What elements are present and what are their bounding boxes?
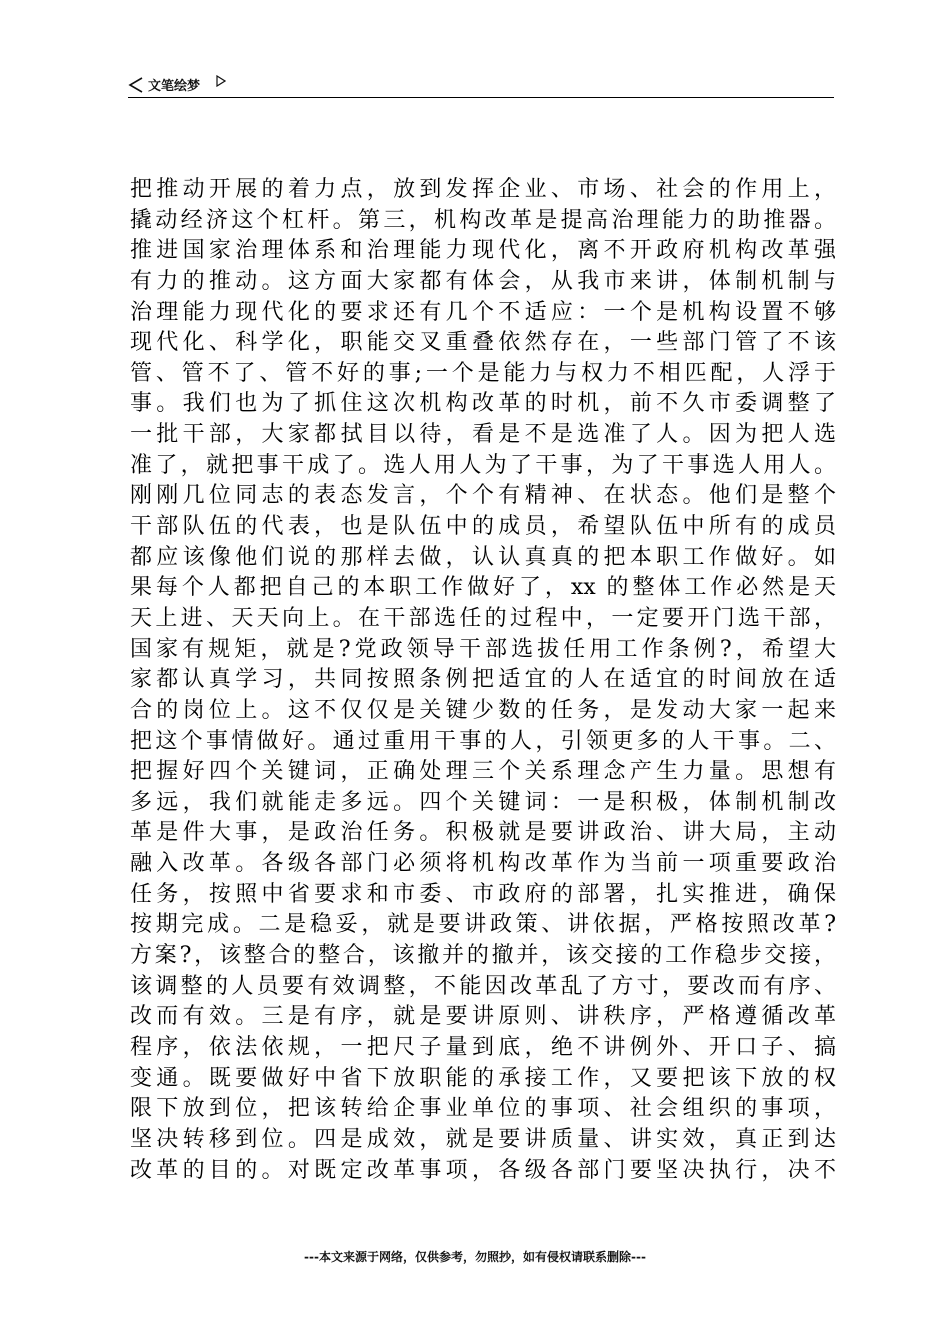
body-line: 改革的目的。对既定改革事项，各级各部门要坚决执行，决不 — [130, 1157, 836, 1183]
body-line: 国家有规矩，就是?党政领导干部选拔任用工作条例?，希望大 — [130, 636, 836, 662]
body-line: 把这个事情做好。通过重用干事的人，引领更多的人干事。二、 — [130, 728, 836, 754]
page-footer: ---本文来源于网络，仅供参考，勿照抄，如有侵权请联系删除--- — [304, 1250, 646, 1264]
body-line: 该调整的人员要有效调整，不能因改革乱了方寸，要改而有序、 — [130, 973, 836, 999]
body-line: 坚决转移到位。四是成效，就是要讲质量、讲实效，真正到达 — [130, 1126, 836, 1152]
body-line: 天上进、天天向上。在干部选任的过程中，一定要开门选干部， — [130, 605, 836, 631]
body-line: 家都认真学习，共同按照条例把适宜的人在适宜的时间放在适 — [130, 667, 836, 693]
body-line: 革是件大事，是政治任务。积极就是要讲政治、讲大局，主动 — [130, 820, 836, 846]
body-line: 治理能力现代化的要求还有几个不适应：一个是机构设置不够 — [130, 299, 836, 325]
body-line: 推进国家治理体系和治理能力现代化，离不开政府机构改革强 — [130, 238, 836, 264]
body-line: 现代化、科学化，职能交叉重叠依然存在，一些部门管了不该 — [130, 330, 836, 356]
body-line: 一批干部，大家都拭目以待，看是不是选准了人。因为把人选 — [130, 422, 836, 448]
body-line: 按期完成。二是稳妥，就是要讲政策、讲依据，严格按照改革? — [130, 912, 836, 938]
body-line: 把推动开展的着力点，放到发挥企业、市场、社会的作用上， — [130, 177, 836, 202]
body-line: 任务，按照中省要求和市委、市政府的部署，扎实推进，确保 — [130, 881, 836, 907]
body-line: 改而有效。三是有序，就是要讲原则、讲秩序，严格遵循改革 — [130, 1004, 836, 1030]
body-text — [130, 175, 836, 1186]
body-line: 都应该像他们说的那样去做，认认真真的把本职工作做好。如 — [130, 544, 836, 570]
body-line: 限下放到位，把该转给企事业单位的事项、社会组织的事项， — [130, 1096, 836, 1122]
header-title: 文笔绘梦 — [148, 79, 201, 94]
header-divider — [128, 97, 834, 98]
body-line: 变通。既要做好中省下放职能的承接工作，又要把该下放的权 — [130, 1065, 836, 1091]
body-line: 融入改革。各级各部门必须将机构改革作为当前一项重要政治 — [130, 851, 836, 877]
body-line: 果每个人都把自己的本职工作做好了，xx 的整体工作必然是天 — [130, 575, 836, 601]
body-line: 方案?，该整合的整合，该撤并的撤并，该交接的工作稳步交接， — [130, 943, 836, 969]
body-line: 有力的推动。这方面大家都有体会，从我市来讲，体制机制与 — [130, 268, 836, 294]
body-line: 程序，依法依规，一把尺子量到底，绝不讲例外、开口子、搞 — [130, 1034, 836, 1060]
body-line: 事。我们也为了抓住这次机构改革的时机，前不久市委调整了 — [130, 391, 836, 417]
body-line: 准了，就把事干成了。选人用人为了干事，为了干事选人用人。 — [130, 452, 836, 478]
body-line: 多远，我们就能走多远。四个关键词：一是积极，体制机制改 — [130, 789, 836, 815]
body-line: 合的岗位上。这不仅仅是关键少数的任务，是发动大家一起来 — [130, 697, 836, 723]
left-triangle-icon — [128, 76, 144, 94]
body-line: 撬动经济这个杠杆。第三，机构改革是提高治理能力的助推器。 — [130, 207, 836, 233]
body-line: 管、管不了、管不好的事;一个是能力与权力不相匹配，人浮于 — [130, 360, 836, 386]
page-header — [128, 72, 834, 98]
right-triangle-icon — [216, 75, 226, 87]
body-line: 干部队伍的代表，也是队伍中的成员，希望队伍中所有的成员 — [130, 514, 836, 540]
body-line: 把握好四个关键词，正确处理三个关系理念产生力量。思想有 — [130, 759, 836, 785]
body-line: 刚刚几位同志的表态发言，个个有精神、在状态。他们是整个 — [130, 483, 836, 509]
